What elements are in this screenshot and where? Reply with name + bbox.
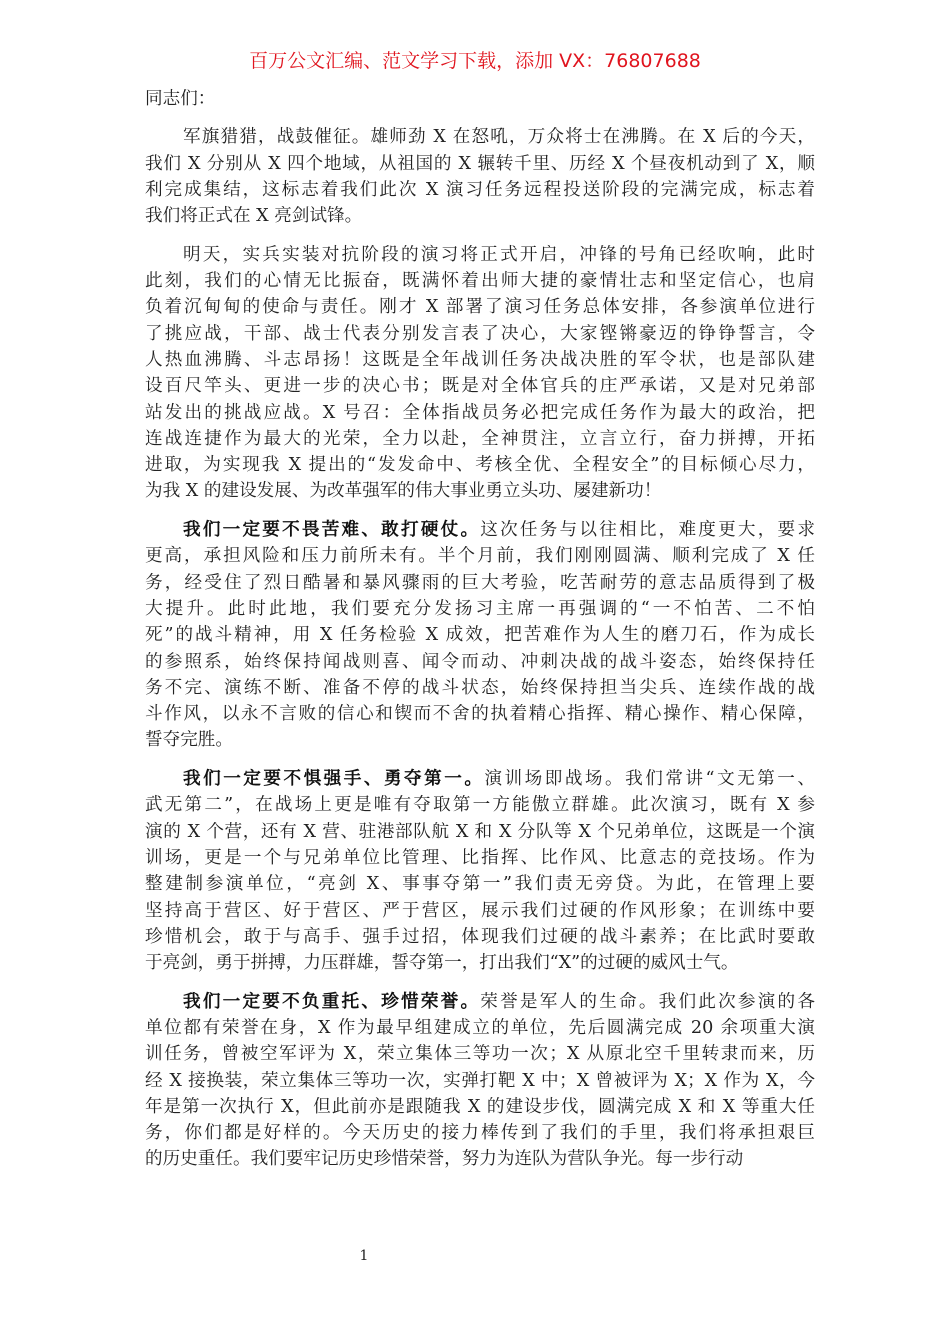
paragraph-lead: 我们一定要不惧强手、勇夺第一。: [183, 768, 485, 790]
text-line: [145, 478, 815, 504]
watermark-banner: 百万公文汇编、范文学习下载，添加 VX：76807688: [249, 50, 701, 72]
text-line: [145, 203, 815, 229]
line-text: 大提升。此时此地，我们要充分发扬习主席一再强调的“一不怕苦、二不怕: [145, 598, 815, 619]
line-text: 演训场即战场。我们常讲“文无第一、: [484, 769, 815, 790]
text-line: [145, 596, 815, 622]
paragraph: [145, 517, 815, 754]
line-text: 演的 X 个营，还有 X 营、驻港部队航 X 和 X 分队等 X 个兄弟单位，这既是一个演: [145, 821, 815, 842]
page-number: 1: [359, 1248, 369, 1264]
text-line: [145, 701, 815, 727]
line-text: 单位都有荣誉在身，X 作为最早组建成立的单位，先后圆满完成 20 余项重大演: [145, 1017, 815, 1038]
line-text: 负着沉甸甸的使命与责任。刚才 X 部署了演习任务总体安排，各参演单位进行: [145, 297, 815, 318]
text-line: [145, 845, 815, 871]
text-line: [145, 373, 815, 399]
greeting: 同志们：: [145, 89, 216, 109]
text-line: [145, 649, 815, 675]
line-text: 的历史重任。我们要牢记历史珍惜荣誉，努力为连队为营队争光。每一步行动: [145, 1149, 744, 1170]
text-line: [145, 321, 815, 347]
text-line: [145, 792, 815, 818]
line-text: 斗作风，以永不言败的信心和锲而不舍的执着精心指挥、精心操作、精心保障，: [145, 704, 815, 725]
line-text: 站发出的挑战应战。X 号召：全体指战员务必把完成任务作为最大的政治，把: [145, 402, 815, 423]
line-text: 利完成集结，这标志着我们此次 X 演习任务远程投送阶段的完满完成，标志着: [145, 179, 815, 200]
line-text: 连战连捷作为最大的光荣，全力以赴，全神贯注，立言立行，奋力拼搏，开拓: [145, 428, 815, 449]
line-text: 训场，更是一个与兄弟单位比管理、比指挥、比作风、比意志的竞技场。作为: [145, 847, 815, 868]
line-text: 进取，为实现我 X 提出的“发发命中、考核全优、全程安全”的目标倾心尽力，: [145, 455, 815, 476]
line-text: 军旗猎猎，战鼓催征。雄师劲 X 在怒吼，万众将士在沸腾。在 X 后的今天，: [183, 127, 815, 148]
line-text: 为我 X 的建设发展、为改革强军的伟大事业勇立头功、屡建新功！: [145, 481, 662, 502]
text-line: [145, 1146, 815, 1172]
paragraph: [145, 124, 815, 229]
line-text: 更高，承担风险和压力前所未有。半个月前，我们刚刚圆满、顺利完成了 X 任: [145, 546, 815, 567]
line-text: 武无第二”，在战场上更是唯有夺取第一方能傲立群雄。此次演习，既有 X 参: [145, 795, 815, 816]
line-text: 务，经受住了烈日酷暑和暴风骤雨的巨大考验，吃苦耐劳的意志品质得到了极: [145, 572, 815, 593]
line-text: 这次任务与以往相比，难度更大，要求: [480, 520, 815, 541]
text-line: [145, 517, 815, 543]
line-text: 训任务，曾被空军评为 X，荣立集体三等功一次；X 从原北空千里转隶而来，历: [145, 1044, 815, 1065]
line-text: 于亮剑，勇于拼搏，力压群雄，誓夺第一，打出我们“X”的过硬的威风士气。: [145, 953, 739, 974]
line-text: 务不完、演练不断、准备不停的战斗状态，始终保持担当尖兵、连续作战的战: [145, 677, 815, 698]
line-text: 誓夺完胜。: [145, 730, 233, 751]
text-line: [145, 400, 815, 426]
text-line: [145, 675, 815, 701]
line-text: 整建制参演单位，“亮剑 X、事事夺第一”我们责无旁贷。为此，在管理上要: [145, 874, 815, 895]
paragraph: [145, 766, 815, 976]
text-line: [145, 242, 815, 268]
text-line: [145, 452, 815, 478]
text-line: [145, 1068, 815, 1094]
text-line: [145, 1041, 815, 1067]
text-line: [145, 871, 815, 897]
line-text: 此刻，我们的心情无比振奋，既满怀着出师大捷的豪情壮志和坚定信心，也肩: [145, 271, 815, 292]
text-line: [145, 989, 815, 1015]
text-line: [145, 124, 815, 150]
text-line: [145, 1120, 815, 1146]
text-line: [145, 727, 815, 753]
paragraph: [145, 242, 815, 505]
text-line: [145, 950, 815, 976]
paragraph-lead: 我们一定要不畏苦难、敢打硬仗。: [183, 519, 481, 541]
text-line: [145, 570, 815, 596]
line-text: 了挑应战，干部、战士代表分别发言表了决心，大家铿锵豪迈的铮铮誓言，令: [145, 323, 815, 344]
text-line: [145, 347, 815, 373]
line-text: 的参照系，始终保持闻战则喜、闻令而动、冲刺决战的战斗姿态，始终保持任: [145, 651, 815, 672]
text-line: [145, 151, 815, 177]
paragraphs: [145, 124, 815, 1172]
text-line: [145, 819, 815, 845]
text-line: [145, 268, 815, 294]
line-text: 珍惜机会，敢于与高手、强手过招，体现我们过硬的战斗素养；在比武时要敢: [145, 926, 815, 947]
line-text: 死”的战斗精神，用 X 任务检验 X 成效，把苦难作为人生的磨刀石，作为成长: [145, 625, 815, 646]
line-text: 我们 X 分别从 X 四个地域，从祖国的 X 辗转千里、历经 X 个昼夜机动到了 X，顺: [145, 153, 815, 174]
document-body: [145, 86, 815, 1185]
line-text: 设百尺竿头、更进一步的决心书；既是对全体官兵的庄严承诺，又是对兄弟部: [145, 376, 815, 397]
line-text: 经 X 接换装，荣立集体三等功一次，实弹打靶 X 中；X 曾被评为 X；X 作为 X，今: [145, 1070, 815, 1091]
paragraph: [145, 989, 815, 1173]
line-text: 务，你们都是好样的。今天历史的接力棒传到了我们的手里，我们将承担艰巨: [145, 1123, 815, 1144]
text-line: [145, 924, 815, 950]
paragraph-lead: 我们一定要不负重托、珍惜荣誉。: [183, 990, 481, 1012]
text-line: [145, 1015, 815, 1041]
text-line: [145, 543, 815, 569]
text-line: [145, 766, 815, 792]
line-text: 人热血沸腾、斗志昂扬！这既是全年战训任务决战决胜的军令状，也是部队建: [145, 349, 815, 370]
text-line: [145, 622, 815, 648]
line-text: 我们将正式在 X 亮剑试锋。: [145, 206, 363, 227]
text-line: [145, 294, 815, 320]
line-text: 坚持高于营区、好于营区、严于营区，展示我们过硬的作风形象；在训练中要: [145, 900, 815, 921]
line-text: 明天，实兵实装对抗阶段的演习将正式开启，冲锋的号角已经吹响，此时: [183, 244, 815, 265]
text-line: [145, 426, 815, 452]
line-text: 年是第一次执行 X，但此前亦是跟随我 X 的建设步伐，圆满完成 X 和 X 等重大任: [145, 1096, 815, 1117]
text-line: [145, 1094, 815, 1120]
line-text: 荣誉是军人的生命。我们此次参演的各: [480, 991, 815, 1012]
text-line: [145, 898, 815, 924]
text-line: [145, 177, 815, 203]
